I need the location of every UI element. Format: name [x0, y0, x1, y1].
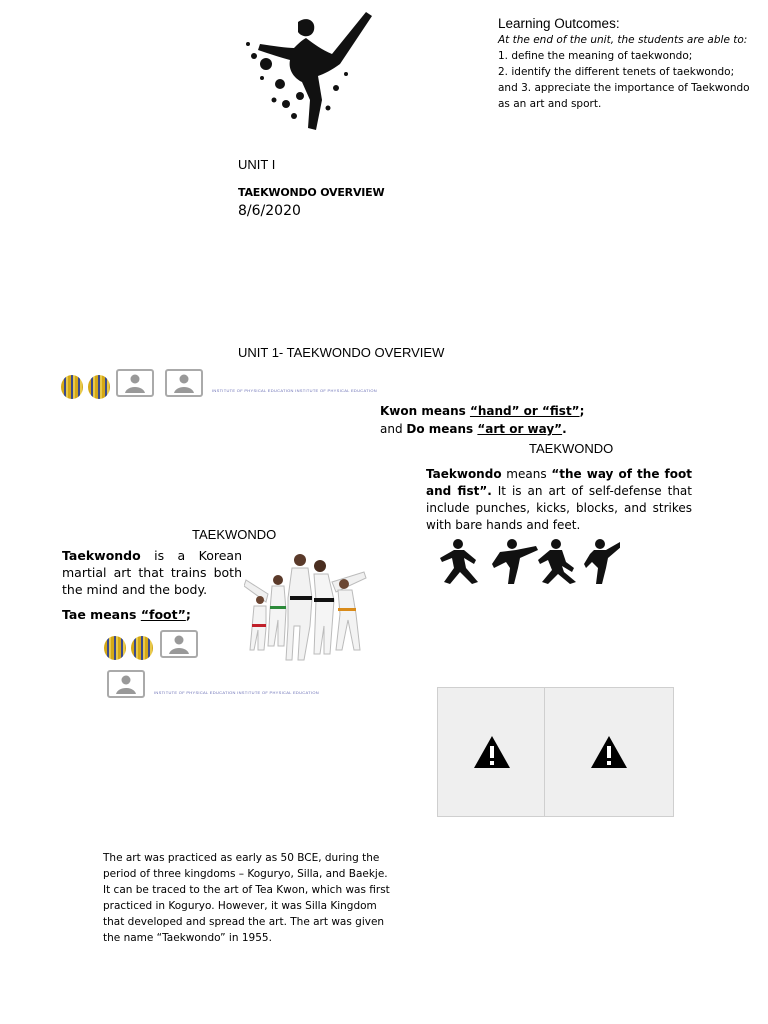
- section-title: UNIT 1- TAEKWONDO OVERVIEW: [238, 345, 445, 360]
- do-punct: .: [562, 422, 567, 436]
- emblem-icon: [88, 375, 110, 399]
- unit-subtitle: TAEKWONDO OVERVIEW: [238, 186, 385, 199]
- definition-term: Taekwondo: [426, 467, 502, 481]
- kwon-label: Kwon means: [380, 404, 470, 418]
- taekwondo-group-photo: [244, 550, 368, 664]
- emblem-icon: [61, 375, 83, 399]
- taekwondo-definition: [426, 466, 692, 534]
- fighter-silhouette-2: [492, 539, 538, 584]
- image-placeholder-icon: [165, 369, 203, 397]
- learning-outcomes-heading: Learning Outcomes:: [498, 16, 620, 31]
- korean-rest: is a Korean martial art that trains both the mind and the body.: [62, 548, 242, 597]
- learning-outcomes: [498, 16, 760, 112]
- kwon-do-meaning: [380, 402, 584, 438]
- institute-ticker: INSTITUTE OF PHYSICAL EDUCATION INSTITUTE OF PHYSICAL EDUCATION: [154, 690, 319, 695]
- do-label: Do means: [406, 422, 478, 436]
- do-prefix: and: [380, 422, 407, 436]
- kwon-meaning: “hand” or “fist”: [469, 404, 580, 418]
- fighter-silhouette-3: [538, 539, 576, 584]
- taekwondo-kick-silhouette: [236, 4, 376, 132]
- learning-outcome-item: and 3. appreciate the importance of Taekwondo: [498, 82, 750, 94]
- korean-heading: TAEKWONDO: [192, 527, 277, 542]
- learning-outcome-item: 2. identify the different tenets of taekwondo;: [498, 66, 735, 78]
- definition-rest: It is an art of self-defense that include punches, kicks, blocks, and strikes with bare hands and feet.: [426, 484, 692, 532]
- fighter-silhouette-1: [440, 539, 478, 584]
- korean-martial-art-text: [62, 547, 242, 598]
- fighter-silhouettes: [440, 538, 620, 584]
- definition-quote: “the way of the foot and fist”.: [426, 467, 692, 498]
- learning-outcome-item: 1. define the meaning of taekwondo;: [498, 50, 693, 62]
- tae-label: Tae means: [62, 607, 141, 622]
- do-meaning: “art or way”: [477, 422, 563, 436]
- warning-icon: [589, 734, 629, 770]
- tae-punct: ;: [185, 607, 191, 622]
- image-placeholder-icon: [107, 670, 145, 698]
- broken-image-placeholder: [544, 687, 674, 817]
- learning-outcomes-intro: At the end of the unit, the students are able to:: [498, 34, 748, 46]
- image-placeholder-icon: [116, 369, 154, 397]
- warning-icon: [472, 734, 512, 770]
- unit-date: 8/6/2020: [238, 203, 301, 219]
- institute-ticker: INSTITUTE OF PHYSICAL EDUCATION INSTITUTE OF PHYSICAL EDUCATION: [212, 388, 377, 393]
- learning-outcome-item: as an art and sport.: [498, 98, 602, 110]
- tae-value: “foot”: [140, 607, 186, 622]
- emblem-icon: [131, 636, 153, 660]
- history-paragraph: The art was practiced as early as 50 BCE, during the period of three kingdoms – Koguryo, Silla, and Baekje. It can be traced to the art of Tea Kwon, which was first practiced in Koguryo. However, it was Silla Kingdom that developed and spread the art. The art was given the name “Taekwondo” in 1955.: [103, 852, 390, 944]
- definition-heading: TAEKWONDO: [529, 441, 614, 456]
- korean-term: Taekwondo: [62, 548, 141, 563]
- definition-means: means: [501, 467, 552, 481]
- image-placeholder-icon: [160, 630, 198, 658]
- tae-meaning: [62, 607, 191, 622]
- emblem-icon: [104, 636, 126, 660]
- kwon-punct: ;: [579, 404, 585, 418]
- unit-label: UNIT I: [238, 157, 276, 172]
- fighter-silhouette-4: [584, 539, 620, 584]
- broken-image-placeholder: [437, 687, 546, 817]
